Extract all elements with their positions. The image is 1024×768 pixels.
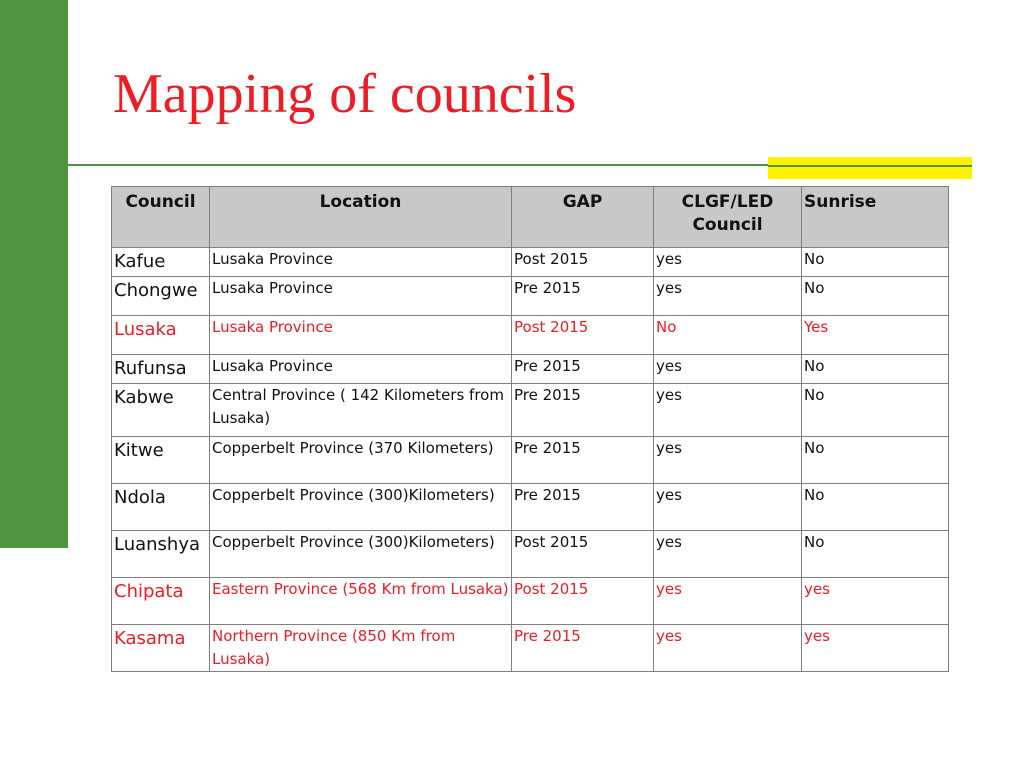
cell-location: Lusaka Province bbox=[210, 248, 512, 277]
cell-council: Chipata bbox=[112, 578, 210, 625]
yellow-accent-bar bbox=[768, 157, 972, 179]
header-sunrise: Sunrise bbox=[802, 187, 949, 248]
table-row bbox=[112, 484, 949, 531]
cell-location: Copperbelt Province (300)Kilometers) bbox=[210, 531, 512, 578]
cell-clgf: yes bbox=[654, 578, 802, 625]
header-clgf-line1: CLGF/LED bbox=[681, 192, 774, 212]
cell-location: Lusaka Province bbox=[210, 355, 512, 384]
header-clgf bbox=[654, 187, 802, 248]
cell-clgf: No bbox=[654, 316, 802, 355]
cell-gap: Post 2015 bbox=[512, 531, 654, 578]
cell-gap: Pre 2015 bbox=[512, 484, 654, 531]
cell-clgf: yes bbox=[654, 625, 802, 672]
cell-council: Kasama bbox=[112, 625, 210, 672]
cell-location: Northern Province (850 Km from Lusaka) bbox=[210, 625, 512, 672]
cell-sunrise: No bbox=[802, 248, 949, 277]
table-row bbox=[112, 316, 949, 355]
cell-gap: Pre 2015 bbox=[512, 277, 654, 316]
cell-gap: Pre 2015 bbox=[512, 355, 654, 384]
cell-sunrise: No bbox=[802, 484, 949, 531]
cell-clgf: yes bbox=[654, 355, 802, 384]
cell-council: Luanshya bbox=[112, 531, 210, 578]
cell-sunrise: No bbox=[802, 437, 949, 484]
cell-gap: Post 2015 bbox=[512, 578, 654, 625]
table-row bbox=[112, 437, 949, 484]
cell-sunrise: No bbox=[802, 531, 949, 578]
table-row bbox=[112, 277, 949, 316]
cell-gap: Pre 2015 bbox=[512, 384, 654, 437]
table-row bbox=[112, 578, 949, 625]
cell-location: Copperbelt Province (300)Kilometers) bbox=[210, 484, 512, 531]
cell-council: Lusaka bbox=[112, 316, 210, 355]
cell-sunrise: No bbox=[802, 355, 949, 384]
cell-council: Ndola bbox=[112, 484, 210, 531]
cell-clgf: yes bbox=[654, 531, 802, 578]
cell-gap: Post 2015 bbox=[512, 248, 654, 277]
cell-location: Copperbelt Province (370 Kilometers) bbox=[210, 437, 512, 484]
slide-title: Mapping of councils bbox=[113, 63, 577, 125]
cell-clgf: yes bbox=[654, 277, 802, 316]
cell-gap: Post 2015 bbox=[512, 316, 654, 355]
cell-clgf: yes bbox=[654, 437, 802, 484]
cell-council: Kafue bbox=[112, 248, 210, 277]
yellow-accent-line bbox=[768, 165, 972, 167]
cell-clgf: yes bbox=[654, 248, 802, 277]
table-row bbox=[112, 625, 949, 672]
table-row bbox=[112, 248, 949, 277]
cell-council: Kitwe bbox=[112, 437, 210, 484]
header-location: Location bbox=[210, 187, 512, 248]
cell-sunrise: yes bbox=[802, 578, 949, 625]
header-clgf-line2: Council bbox=[692, 215, 763, 235]
header-council: Council bbox=[112, 187, 210, 248]
cell-sunrise: Yes bbox=[802, 316, 949, 355]
cell-sunrise: No bbox=[802, 277, 949, 316]
cell-clgf: yes bbox=[654, 384, 802, 437]
table-row bbox=[112, 355, 949, 384]
cell-council: Rufunsa bbox=[112, 355, 210, 384]
cell-sunrise: yes bbox=[802, 625, 949, 672]
cell-clgf: yes bbox=[654, 484, 802, 531]
left-accent-bar bbox=[0, 0, 68, 548]
cell-sunrise: No bbox=[802, 384, 949, 437]
header-gap: GAP bbox=[512, 187, 654, 248]
table-row bbox=[112, 384, 949, 437]
councils-table bbox=[111, 186, 949, 672]
cell-location: Eastern Province (568 Km from Lusaka) bbox=[210, 578, 512, 625]
table-row bbox=[112, 531, 949, 578]
table-header-row bbox=[112, 187, 949, 248]
cell-gap: Pre 2015 bbox=[512, 625, 654, 672]
cell-council: Kabwe bbox=[112, 384, 210, 437]
cell-location: Lusaka Province bbox=[210, 316, 512, 355]
cell-location: Lusaka Province bbox=[210, 277, 512, 316]
cell-gap: Pre 2015 bbox=[512, 437, 654, 484]
cell-location: Central Province ( 142 Kilometers from Lusaka) bbox=[210, 384, 512, 437]
cell-council: Chongwe bbox=[112, 277, 210, 316]
